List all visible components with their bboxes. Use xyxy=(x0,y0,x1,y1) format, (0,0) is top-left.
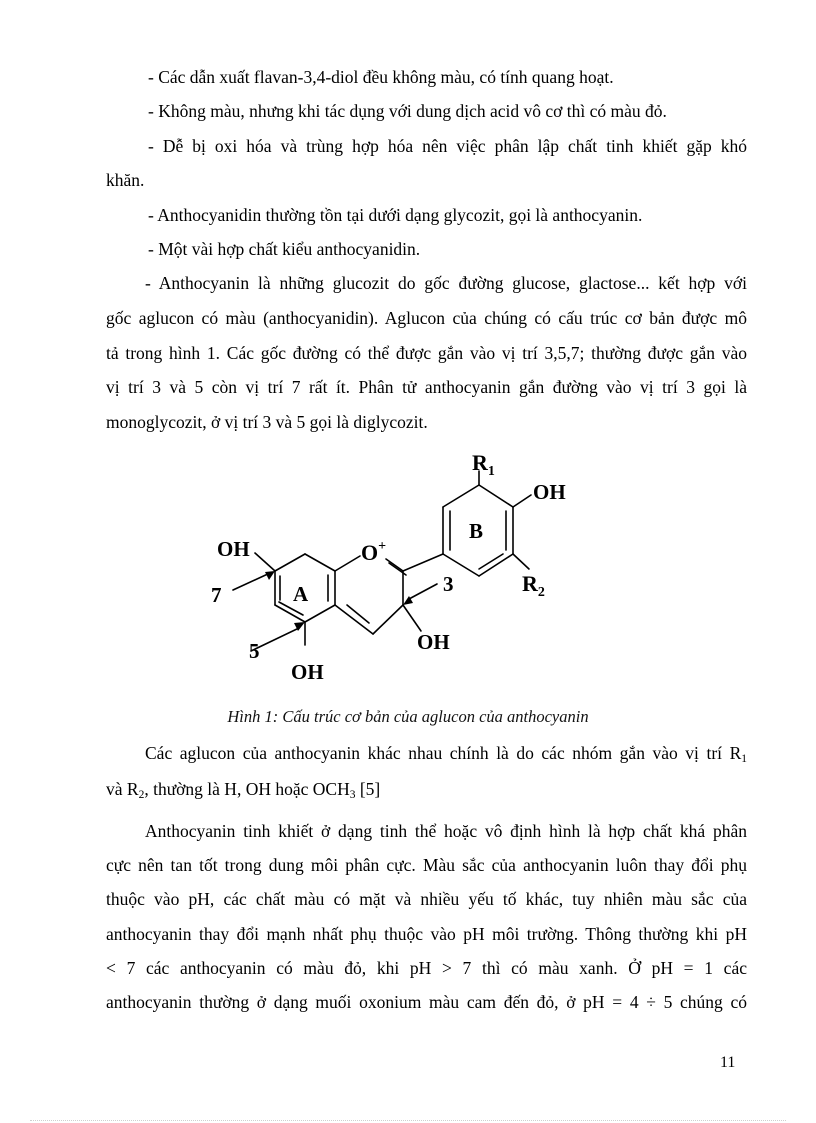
label-oh-position-7: OH xyxy=(217,537,250,561)
page-bottom-divider xyxy=(30,1120,786,1121)
paragraph-anthocyanin-def-2: gốc aglucon có màu (anthocyanidin). Aglucon của chúng có cấu trúc cơ bản được mô xyxy=(106,308,747,328)
label-oh-position-5: OH xyxy=(291,660,324,684)
label-ring-b: B xyxy=(469,519,484,543)
label-oh-ring-b: OH xyxy=(533,480,566,504)
paragraph-anthocyanin-def-3: tả trong hình 1. Các gốc đường có thể được gắn vào vị trí 3,5,7; thường được gắn vào xyxy=(106,343,747,363)
paragraph-properties-6: anthocyanin thường ở dạng muối oxonium màu cam đến đỏ, ở pH = 4 ÷ 5 chúng có xyxy=(106,992,747,1012)
paragraph-anthocyanin-def-5: monoglycozit, ở vị trí 3 và 5 gọi là diglycozit. xyxy=(106,412,428,432)
paragraph-aglucon-diff-1: Các aglucon của anthocyanin khác nhau chính là do các nhóm gắn vào vị trí $R_1$ xyxy=(145,743,747,765)
paragraph-oxidation-cont: khăn. xyxy=(106,170,145,190)
paragraph-anthocyanin-def-1: - Anthocyanin là những glucozit do gốc đường glucose, glactose... kết hợp với xyxy=(145,273,747,293)
paragraph-properties-3: thuộc vào pH, các chất màu có mặt và nhiều yếu tố khác, tuy nhiên màu sắc của xyxy=(106,889,747,909)
paragraph-anthocyanin-def-4: vị trí 3 và 5 còn vị trí 7 rất ít. Phân tử anthocyanin gắn đường vào vị trí 3 gọi là xyxy=(106,377,747,397)
paragraph-properties-5: < 7 các anthocyanin có màu đỏ, khi pH > 7 thì có màu xanh. Ở pH = 1 các xyxy=(106,958,747,978)
page-number: 11 xyxy=(720,1054,736,1071)
paragraph-compounds: - Một vài hợp chất kiểu anthocyanidin. xyxy=(148,239,421,259)
paragraph-properties-2: cực nên tan tốt trong dung môi phân cực. Màu sắc của anthocyanin luôn thay đổi phụ xyxy=(106,855,747,875)
paragraph-properties-1: Anthocyanin tinh khiết ở dạng tinh thể hoặc vô định hình là hợp chất khá phân xyxy=(145,821,747,841)
paragraph-properties-4: anthocyanin thay đổi mạnh nhất phụ thuộc vào pH môi trường. Thông thường khi pH xyxy=(106,924,747,944)
paragraph-oxidation: - Dễ bị oxi hóa và trùng hợp hóa nên việc phân lập chất tinh khiết gặp khó xyxy=(148,136,747,156)
paragraph-flavandiol: - Các dẫn xuất flavan-3,4-diol đều không màu, có tính quang hoạt. xyxy=(148,67,614,87)
label-oxonium: O+ xyxy=(361,539,387,565)
paragraph-acid-color: - Không màu, nhưng khi tác dụng với dung dịch acid vô cơ thì có màu đỏ. xyxy=(148,101,667,121)
aglucon-structure-figure xyxy=(195,445,595,690)
paragraph-aglucon-diff-2: và $R_2$, thường là H, OH hoặc $OCH_3$ [5] xyxy=(106,779,381,801)
label-position-7: 7 xyxy=(211,583,222,607)
label-r1: $R_1$ xyxy=(472,450,495,479)
label-r2: $R_2$ xyxy=(522,571,545,600)
figure-caption: Hình 1: Cấu trúc cơ bản của aglucon của anthocyanin xyxy=(227,707,589,726)
label-ring-a: A xyxy=(293,582,309,606)
label-position-5: 5 xyxy=(249,639,260,663)
label-oh-position-3: OH xyxy=(417,630,450,654)
label-position-3: 3 xyxy=(443,572,454,596)
paragraph-glycozit: - Anthocyanidin thường tồn tại dưới dạng glycozit, gọi là anthocyanin. xyxy=(148,205,643,225)
